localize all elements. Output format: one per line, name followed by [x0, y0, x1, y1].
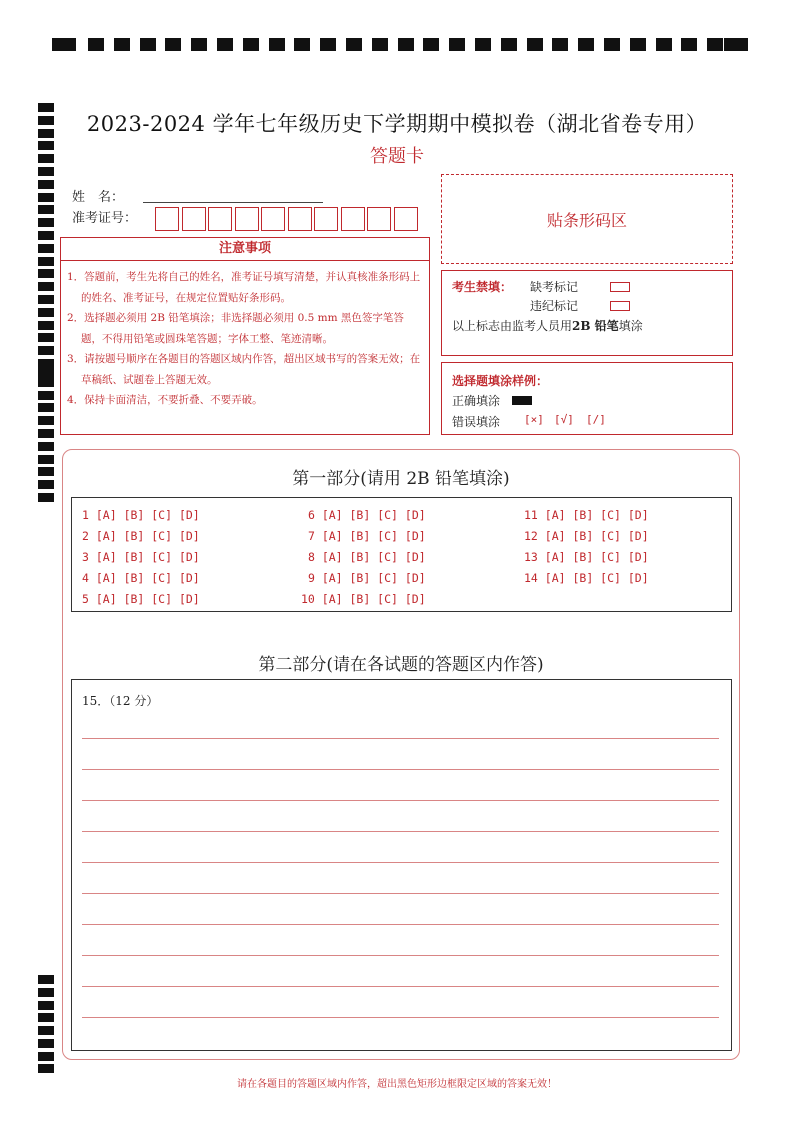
timing-mark [88, 38, 104, 51]
timing-mark [38, 321, 54, 330]
choice-question[interactable]: 7 [A] [B] [C] [D] [307, 529, 426, 543]
timing-mark [38, 167, 54, 176]
page-title: 2023-2024 学年七年级历史下学期期中模拟卷（湖北省卷专用） [86, 112, 708, 136]
timing-mark [38, 988, 54, 997]
timing-mark [604, 38, 620, 51]
timing-marks-left [38, 0, 54, 1122]
timing-mark [38, 269, 54, 278]
answer-line [82, 893, 719, 894]
timing-mark [38, 1052, 54, 1061]
answer-line [82, 831, 719, 832]
correct-fill-sample [512, 396, 532, 405]
fill-sample-label: 选择题填涂样例： [452, 374, 549, 388]
timing-mark [269, 38, 285, 51]
timing-mark [38, 193, 54, 202]
id-label: 准考证号： [72, 211, 138, 226]
timing-mark [630, 38, 646, 51]
forbidden-note-suffix: 填涂 [618, 319, 643, 333]
id-digit-box[interactable] [394, 207, 418, 231]
timing-mark [165, 38, 181, 51]
timing-mark [38, 180, 54, 189]
timing-mark [372, 38, 388, 51]
answer-line [82, 800, 719, 801]
wrong-fill-label: 错误填涂 [452, 415, 501, 429]
timing-mark [656, 38, 672, 51]
choice-question[interactable]: 11 [A] [B] [C] [D] [524, 508, 649, 522]
wrong-fill-sample: [√] [554, 413, 574, 426]
choice-question[interactable]: 13 [A] [B] [C] [D] [524, 550, 649, 564]
choice-question[interactable]: 8 [A] [B] [C] [D] [307, 550, 426, 564]
timing-mark [38, 1013, 54, 1022]
notice-item: 1．答题前，考生先将自己的姓名，准考证号填写清楚，并认真核准条形码上的姓名、准考证号，在规定位置贴好条形码。 [67, 271, 421, 304]
id-digit-box[interactable] [235, 207, 259, 231]
timing-mark [38, 257, 54, 266]
id-digit-box[interactable] [367, 207, 391, 231]
timing-mark [398, 38, 414, 51]
timing-mark [38, 1001, 54, 1010]
timing-marks-top [52, 38, 750, 52]
timing-mark [52, 38, 76, 51]
correct-fill-label: 正确填涂 [452, 394, 501, 408]
examinee-forbidden-panel [441, 270, 733, 356]
timing-mark [475, 38, 491, 51]
fill-sample-panel [441, 362, 733, 435]
absent-mark-label: 缺考标记 [530, 280, 579, 294]
forbidden-note-text: 以上标志由监考人员用 [452, 319, 573, 333]
timing-mark [38, 282, 54, 291]
notice-panel [60, 237, 430, 435]
answer-line [82, 1017, 719, 1018]
timing-mark [38, 480, 54, 489]
timing-mark [114, 38, 130, 51]
violation-mark-label: 违纪标记 [530, 299, 579, 313]
id-digit-box[interactable] [208, 207, 232, 231]
barcode-label: 贴条形码区 [546, 210, 627, 230]
footer-warning: 请在各题目的答题区域内作答，超出黑色矩形边框限定区域的答案无效！ [237, 1079, 557, 1090]
choice-question[interactable]: 2 [A] [B] [C] [D] [82, 529, 200, 543]
id-digit-box[interactable] [261, 207, 285, 231]
timing-mark [38, 467, 54, 476]
timing-mark [501, 38, 517, 51]
barcode-area [441, 174, 733, 264]
timing-mark [38, 365, 54, 374]
wrong-fill-sample: [×] [524, 413, 544, 426]
absent-mark-box[interactable] [610, 282, 630, 292]
timing-mark [38, 493, 54, 502]
timing-mark [38, 346, 54, 355]
notice-item: 4．保持卡面清洁，不要折叠、不要弄破。 [67, 394, 263, 406]
timing-mark [38, 244, 54, 253]
choice-question[interactable]: 4 [A] [B] [C] [D] [82, 571, 200, 585]
forbidden-note [452, 317, 643, 334]
choice-question[interactable]: 6 [A] [B] [C] [D] [307, 508, 426, 522]
choice-answer-box [71, 497, 732, 612]
timing-mark [38, 975, 54, 984]
timing-mark [38, 218, 54, 227]
answer-line [82, 986, 719, 987]
timing-mark [423, 38, 439, 51]
choice-question[interactable]: 10 [A] [B] [C] [D] [301, 592, 426, 606]
timing-mark [140, 38, 156, 51]
choice-question[interactable]: 3 [A] [B] [C] [D] [82, 550, 200, 564]
question-15-label: 15．（12 分） [82, 694, 159, 708]
notice-heading: 注意事项 [61, 238, 429, 261]
notice-item: 2．选择题必须用 2B 铅笔填涂；非选择题必须用 0.5 mm 黑色签字笔答题，不得用铅笔或圆珠笔答题；字体工整、笔迹清晰。 [67, 312, 404, 345]
name-field[interactable] [143, 202, 323, 203]
timing-mark [578, 38, 594, 51]
answer-line [82, 738, 719, 739]
timing-mark [38, 391, 54, 400]
timing-mark [552, 38, 568, 51]
timing-mark [320, 38, 336, 51]
id-number-boxes[interactable] [155, 207, 420, 231]
timing-mark [38, 429, 54, 438]
violation-mark-box[interactable] [610, 301, 630, 311]
timing-mark [38, 416, 54, 425]
name-label: 姓 名： [72, 190, 125, 205]
timing-mark [217, 38, 233, 51]
choice-question[interactable]: 9 [A] [B] [C] [D] [307, 571, 426, 585]
id-digit-box[interactable] [288, 207, 312, 231]
choice-question[interactable]: 12 [A] [B] [C] [D] [524, 529, 649, 543]
forbidden-label: 考生禁填： [452, 280, 513, 294]
choice-question[interactable]: 14 [A] [B] [C] [D] [524, 571, 649, 585]
timing-mark [38, 1026, 54, 1035]
id-digit-box[interactable] [341, 207, 365, 231]
timing-mark [38, 295, 54, 304]
timing-mark [449, 38, 465, 51]
answer-line [82, 769, 719, 770]
timing-mark [38, 205, 54, 214]
timing-mark [38, 1064, 54, 1073]
choice-question[interactable]: 1 [A] [B] [C] [D] [82, 508, 200, 522]
part1-title: 第一部分(请用 2B 铅笔填涂) [292, 469, 510, 489]
wrong-fill-sample: [/] [586, 413, 606, 426]
timing-mark [346, 38, 362, 51]
notice-item: 3．请按题号顺序在各题目的答题区域内作答，超出区域书写的答案无效；在草稿纸、试题卷上答题无效。 [67, 353, 421, 386]
timing-mark [38, 333, 54, 342]
timing-mark [38, 455, 54, 464]
timing-mark [38, 403, 54, 412]
timing-mark [294, 38, 310, 51]
timing-mark [707, 38, 723, 51]
forbidden-note-bold: 2B 铅笔 [572, 319, 619, 333]
choice-question[interactable]: 5 [A] [B] [C] [D] [82, 592, 200, 606]
timing-mark [38, 378, 54, 387]
timing-mark [38, 308, 54, 317]
timing-mark [38, 442, 54, 451]
timing-mark [527, 38, 543, 51]
timing-mark [191, 38, 207, 51]
id-digit-box[interactable] [182, 207, 206, 231]
essay-answer-box[interactable] [71, 679, 732, 1051]
answer-line [82, 955, 719, 956]
timing-mark [724, 38, 748, 51]
timing-mark [243, 38, 259, 51]
timing-mark [38, 231, 54, 240]
part2-title: 第二部分(请在各试题的答题区内作答) [258, 655, 544, 675]
timing-mark [38, 1039, 54, 1048]
answer-line [82, 924, 719, 925]
id-digit-box[interactable] [155, 207, 179, 231]
id-digit-box[interactable] [314, 207, 338, 231]
answer-line [82, 862, 719, 863]
timing-mark [681, 38, 697, 51]
page-subtitle: 答题卡 [370, 146, 424, 167]
